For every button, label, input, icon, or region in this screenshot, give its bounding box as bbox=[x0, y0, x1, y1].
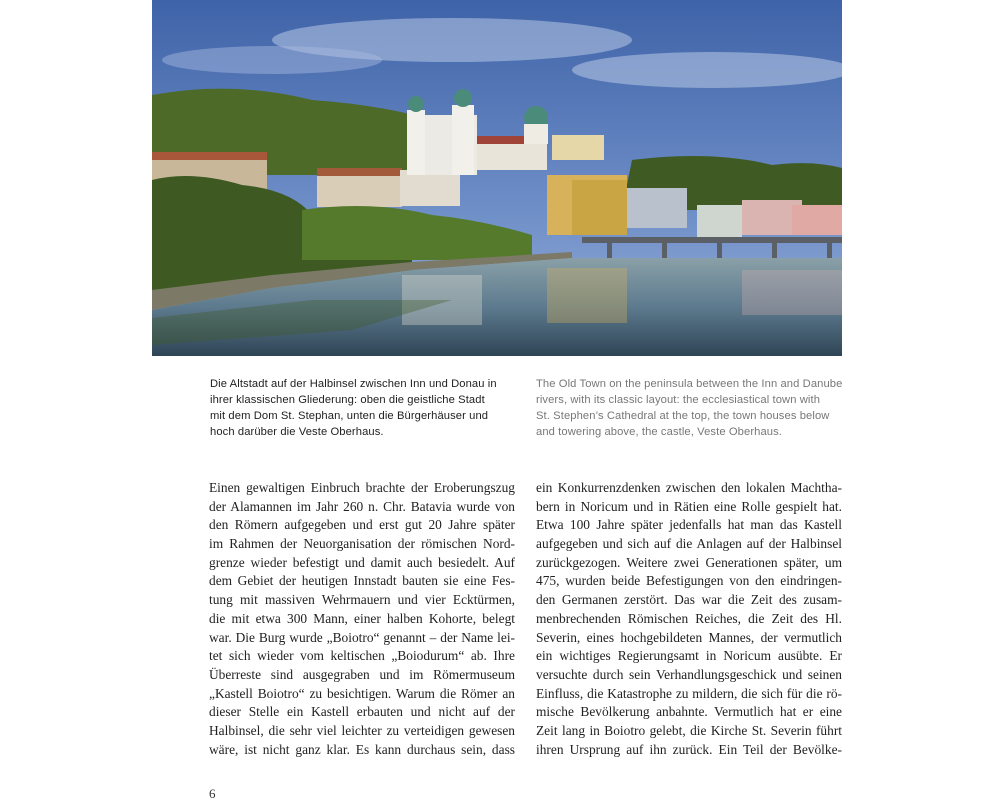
caption-line: and towering above, the castle, Veste Oberhaus. bbox=[536, 426, 783, 438]
body-line: tet sich wieder vom keltischen „Boiodurum“ ab. Ihre bbox=[209, 648, 515, 664]
body-line: dieser Stelle ein Kastell erbauten und nicht auf der bbox=[209, 704, 515, 720]
body-line: dem Gebiet der heutigen Innstadt bauten sie eine Fes- bbox=[209, 573, 515, 589]
body-line: ein Konkurrenzdenken zwischen den lokalen Machtha- bbox=[536, 480, 842, 495]
body-line: Severin, eines hochgebildeten Mannes, der vermutlich bbox=[536, 629, 842, 645]
body-line: Überreste sind ausgegraben und im Römermuseum bbox=[209, 666, 515, 682]
body-column-right bbox=[536, 479, 842, 759]
body-line: 475, wurden beide Befestigungen von den eindringen- bbox=[536, 573, 842, 589]
body-line: Einen gewaltigen Einbruch brachte der Eroberungszug bbox=[209, 480, 515, 495]
caption-line: Die Altstadt auf der Halbinsel zwischen Inn und Donau in bbox=[210, 378, 497, 390]
caption-line: hoch darüber die Veste Oberhaus. bbox=[210, 426, 384, 438]
body-line: Einfluss, die Katastrophe zu mildern, die sich für die rö- bbox=[536, 685, 842, 701]
body-line: „Kastell Boiotro“ zu besichtigen. Warum die Römer an bbox=[209, 685, 515, 701]
caption-line: rivers, with its classic layout: the ecclesiastical town with bbox=[536, 394, 821, 406]
body-line: war. Die Burg wurde „Boiotro“ genannt – der Name lei- bbox=[209, 629, 515, 645]
body-line: aufgegeben und sich auf die Anlagen auf der Halbinsel bbox=[536, 536, 842, 552]
body-line: zurückgezogen. Weitere zwei Generationen später, um bbox=[536, 554, 842, 570]
body-column-left bbox=[209, 479, 515, 759]
caption-german bbox=[210, 376, 516, 440]
caption-line: St. Stephen’s Cathedral at the top, the town houses below bbox=[536, 410, 830, 422]
body-line: Etwa 100 Jahre später jedenfalls hat man das Kastell bbox=[536, 517, 842, 533]
body-line: im Rahmen der Neuorganisation der römischen Nord- bbox=[209, 536, 515, 552]
body-line: bern in Noricum und in Rätien eine Rolle gespielt hat. bbox=[536, 498, 842, 514]
caption-line: mit dem Dom St. Stephan, unten die Bürgerhäuser und bbox=[210, 410, 489, 422]
body-line: ihren Ursprung auf ihn zurück. Ein Teil der Bevölke- bbox=[536, 741, 842, 757]
body-line: die mit etwa 300 Mann, einer halben Kohorte, belegt bbox=[209, 610, 515, 626]
passau-old-town-photo bbox=[152, 0, 842, 356]
body-line: menbrechenden Römischen Reiches, die Zeit des Hl. bbox=[536, 610, 842, 626]
body-line: Zeit lang in Boiotro gelebt, die Kirche St. Severin führt bbox=[536, 722, 842, 738]
body-line: wäre, ist nicht ganz klar. Es kann durchaus sein, dass bbox=[209, 741, 515, 757]
body-line: Halbinsel, die sehr viel leichter zu verteidigen gewesen bbox=[209, 722, 515, 738]
body-line: der Alamannen im Jahr 260 n. Chr. Batavia wurde von bbox=[209, 498, 515, 514]
photo-passau-old-town bbox=[152, 0, 842, 356]
caption-english bbox=[536, 376, 842, 440]
page-number: 6 bbox=[209, 786, 216, 801]
body-line: mische Bevölkerung anbahnte. Vermutlich hat er eine bbox=[536, 704, 842, 720]
body-line: ein wichtiges Regierungsamt in Noricum ausübte. Er bbox=[536, 648, 842, 664]
body-line: versuchte durch sein Verhandlungsgeschick und seinen bbox=[536, 666, 842, 682]
body-line: grenze wieder befestigt und damit auch besiedelt. Auf bbox=[209, 554, 515, 570]
body-line: den Germanen zerstört. Das war die Zeit des zusam- bbox=[536, 592, 842, 608]
body-line: den Römern aufgegeben und erst gut 20 Jahre später bbox=[209, 517, 515, 533]
caption-line: The Old Town on the peninsula between the Inn and Danube bbox=[536, 378, 843, 390]
caption-line: ihrer klassischen Gliederung: oben die geistliche Stadt bbox=[210, 394, 485, 406]
body-line: tung mit massiven Wehrmauern und vier Ecktürmen, bbox=[209, 592, 515, 608]
